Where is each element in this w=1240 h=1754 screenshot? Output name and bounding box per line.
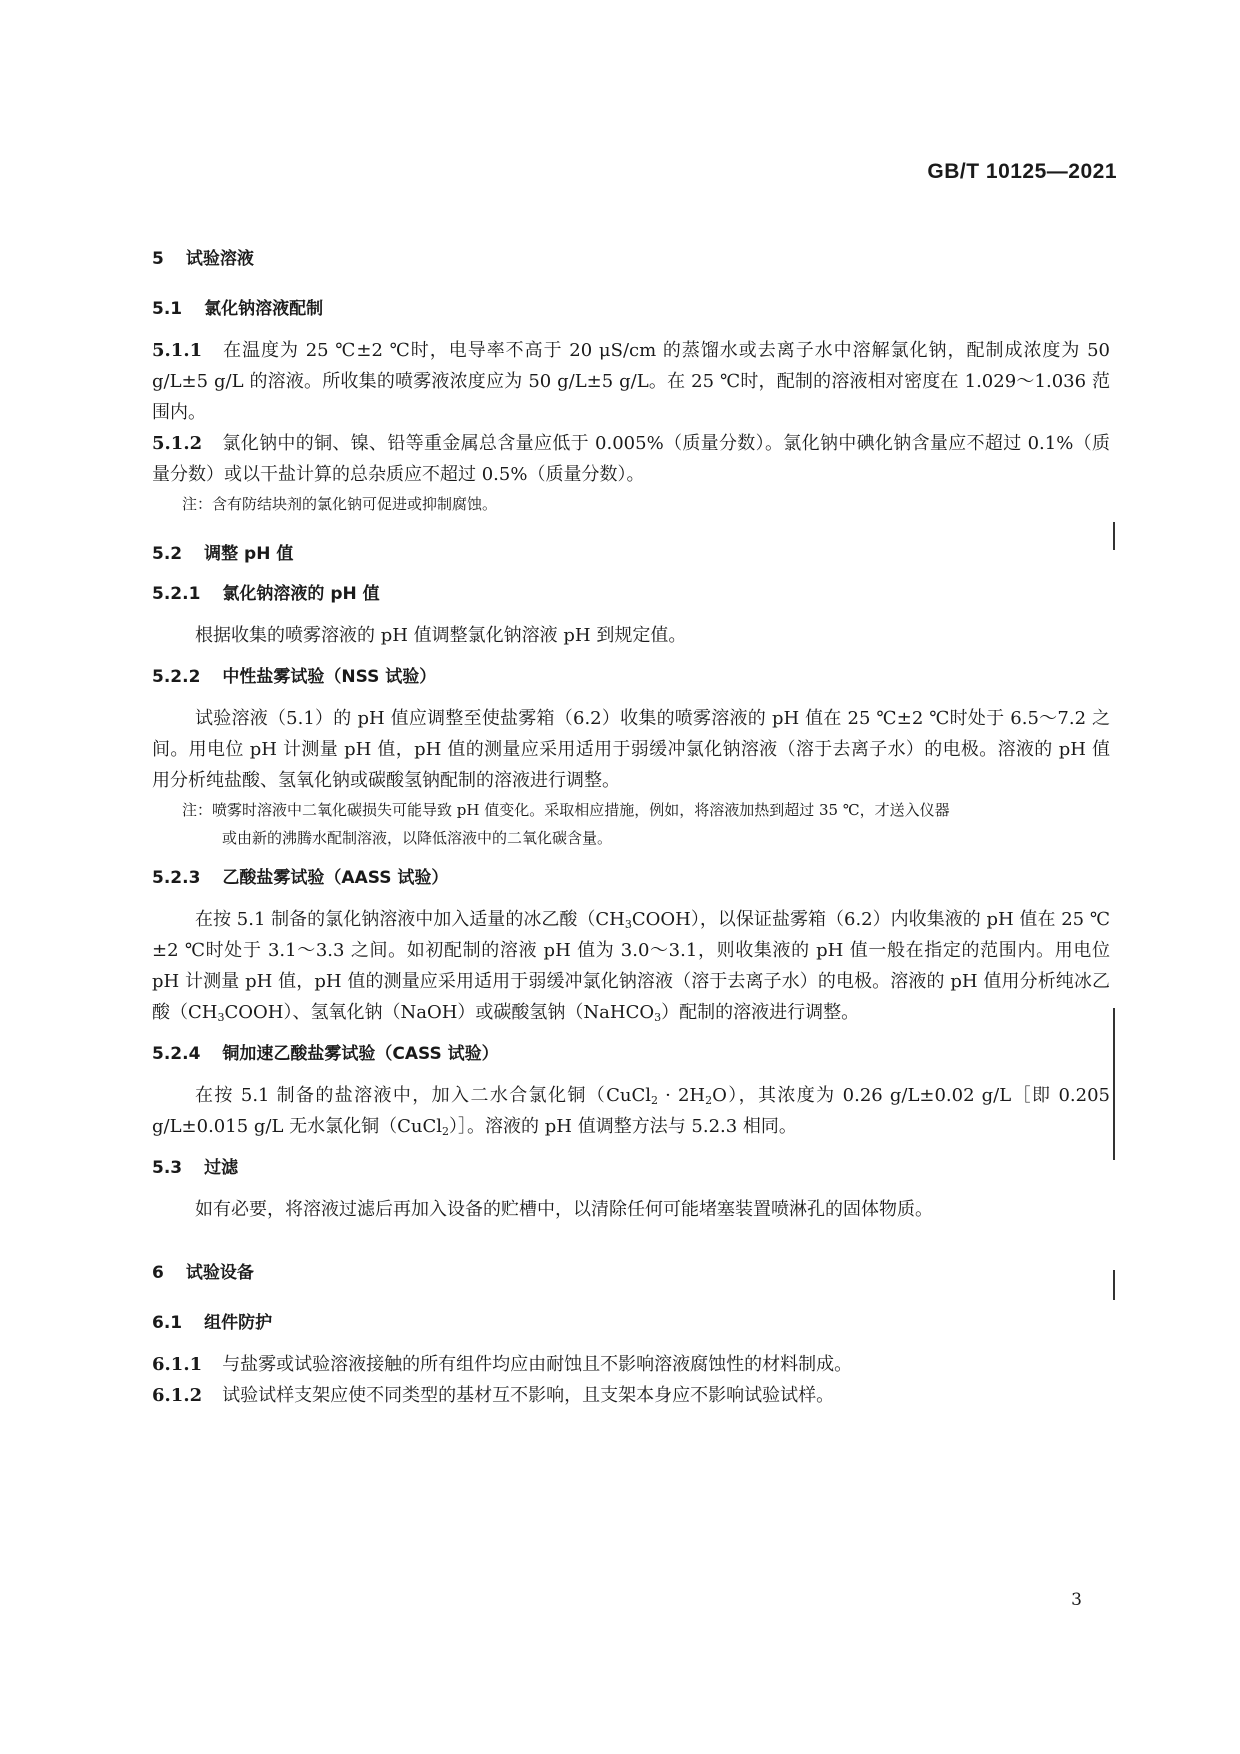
clause-text: 氯化钠中的铜、镍、铅等重金属总含量应低于 0.005%（质量分数）。氯化钠中碘化钠含量应不超过 0.1%（质量分数）或以干盐计算的总杂质应不超过 0.5%（质量分数）。 — [152, 433, 1110, 485]
clause-number: 5.2.4 — [152, 1044, 201, 1064]
chapter-number: 5 — [152, 249, 164, 269]
section-number: 5.2 — [152, 544, 183, 564]
clause-number: 6.1.2 — [152, 1385, 203, 1406]
text-part: 在按 5.1 制备的盐溶液中，加入二水合氯化铜（CuCl — [195, 1085, 652, 1106]
clause-5-2-4-text — [152, 1080, 1110, 1142]
page-number: 3 — [1071, 1590, 1082, 1610]
clause-title: 铜加速乙酸盐雾试验（CASS 试验） — [222, 1044, 499, 1064]
note-line-1: 注：喷雾时溶液中二氧化碳损失可能导致 pH 值变化。采取相应措施，例如，将溶液加热到超过 35 ℃，才送入仪器 — [182, 801, 950, 819]
section-5-2-heading — [152, 540, 1110, 568]
change-bar — [1113, 522, 1115, 550]
change-bar — [1113, 1008, 1115, 1160]
subscript: 2 — [651, 1094, 659, 1107]
note-5-1: 注：含有防结块剂的氯化钠可促进或抑制腐蚀。 — [182, 495, 498, 513]
section-title: 组件防护 — [204, 1313, 273, 1333]
text-part: COOH）、氢氧化钠（NaOH）或碳酸氢钠（NaHCO — [224, 1002, 655, 1023]
clause-text: 与盐雾或试验溶液接触的所有组件均应由耐蚀且不影响溶液腐蚀性的材料制成。 — [222, 1354, 853, 1375]
section-title: 氯化钠溶液配制 — [204, 299, 324, 319]
note-line-2: 或由新的沸腾水配制溶液，以降低溶液中的二氧化碳含量。 — [222, 829, 613, 847]
clause-number: 5.2.2 — [152, 667, 201, 687]
clause-5-2-3-heading — [152, 864, 1110, 892]
clause-title: 中性盐雾试验（NSS 试验） — [222, 667, 437, 687]
chapter-title: 试验溶液 — [185, 249, 254, 269]
text-part: ）］。溶液的 pH 值调整方法与 5.2.3 相同。 — [449, 1116, 797, 1137]
subscript: 3 — [217, 1011, 225, 1024]
clause-number: 5.2.1 — [152, 584, 201, 604]
text-part: · 2H — [658, 1085, 706, 1106]
subscript: 2 — [705, 1094, 713, 1107]
clause-6-1-1 — [152, 1349, 1110, 1380]
clause-5-2-1-text: 根据收集的喷雾溶液的 pH 值调整氯化钠溶液 pH 到规定值。 — [195, 625, 687, 646]
clause-5-1-1 — [152, 335, 1110, 428]
text-part: ）配制的溶液进行调整。 — [661, 1002, 860, 1023]
clause-text: 在温度为 25 ℃±2 ℃时，电导率不高于 20 μS/cm 的蒸馏水或去离子水中溶解氯化钠，配制成浓度为 50 g/L±5 g/L 的溶液。所收集的喷雾液浓度应为 50 g/L±5 g/L。在 25 ℃时，配制的溶液相对密度在 1.029～1.036 范围内。 — [152, 340, 1110, 423]
chapter-number: 6 — [152, 1263, 164, 1283]
section-title: 过滤 — [204, 1158, 239, 1178]
subscript: 3 — [624, 918, 632, 931]
clause-text: 试验试样支架应使不同类型的基材互不影响，且支架本身应不影响试验试样。 — [222, 1385, 835, 1406]
clause-number: 5.2.3 — [152, 868, 201, 888]
section-6-1-heading — [152, 1309, 1110, 1337]
document-body — [152, 245, 1110, 1411]
clause-number: 5.1.1 — [152, 340, 203, 361]
clause-title: 氯化钠溶液的 pH 值 — [222, 584, 380, 604]
clause-5-2-2-heading — [152, 663, 1110, 691]
section-5-3-heading — [152, 1154, 1110, 1182]
change-bar — [1113, 1270, 1115, 1300]
clause-number: 5.1.2 — [152, 433, 203, 454]
chapter-5-heading — [152, 245, 1110, 273]
standard-code: GB/T 10125—2021 — [927, 160, 1117, 183]
subscript: 2 — [442, 1125, 450, 1138]
clause-5-2-1-heading — [152, 580, 1110, 608]
clause-title: 乙酸盐雾试验（AASS 试验） — [222, 868, 449, 888]
section-number: 5.3 — [152, 1158, 183, 1178]
section-5-1-heading — [152, 295, 1110, 323]
section-number: 5.1 — [152, 299, 183, 319]
clause-5-2-3-text — [152, 904, 1110, 1028]
subscript: 3 — [654, 1011, 662, 1024]
clause-5-1-2 — [152, 428, 1110, 490]
section-number: 6.1 — [152, 1313, 183, 1333]
clause-5-2-4-heading — [152, 1040, 1110, 1068]
chapter-title: 试验设备 — [185, 1263, 254, 1283]
section-5-3-text: 如有必要，将溶液过滤后再加入设备的贮槽中，以清除任何可能堵塞装置喷淋孔的固体物质。 — [195, 1199, 933, 1220]
clause-6-1-2 — [152, 1380, 1110, 1411]
text-part: COOH），以保证盐雾箱（6.2）内收集液的 pH 值在 25 ℃±2 ℃时处于 3.1～3.3 之间。如初配制的溶液 pH 值为 3.0～3.1，则收集液的 pH 值一般在指定的范围内。用电位 pH 计测量 pH 值，pH 值的测量应采用适用于弱缓冲氯化钠溶液（溶于去离子水）的电极。溶液的 pH 值用分析纯冰乙酸（CH — [152, 909, 1110, 1023]
text-part: 在按 5.1 制备的氯化钠溶液中加入适量的冰乙酸（CH — [195, 909, 625, 930]
section-title: 调整 pH 值 — [204, 544, 294, 564]
text-part: O），其浓度为 0.26 g/L±0.02 g/L［即 0.205 g/L±0.015 g/L 无水氯化铜（CuCl — [152, 1085, 1110, 1137]
clause-number: 6.1.1 — [152, 1354, 203, 1375]
chapter-6-heading — [152, 1259, 1110, 1287]
note-5-2-2 — [182, 796, 1110, 852]
clause-5-2-2-text: 试验溶液（5.1）的 pH 值应调整至使盐雾箱（6.2）收集的喷雾溶液的 pH 值在 25 ℃±2 ℃时处于 6.5～7.2 之间。用电位 pH 计测量 pH 值，pH 值的测量应采用适用于弱缓冲氯化钠溶液（溶于去离子水）的电极。溶液的 pH 值用分析纯盐酸、氢氧化钠或碳酸氢钠配制的溶液进行调整。 — [152, 708, 1110, 791]
